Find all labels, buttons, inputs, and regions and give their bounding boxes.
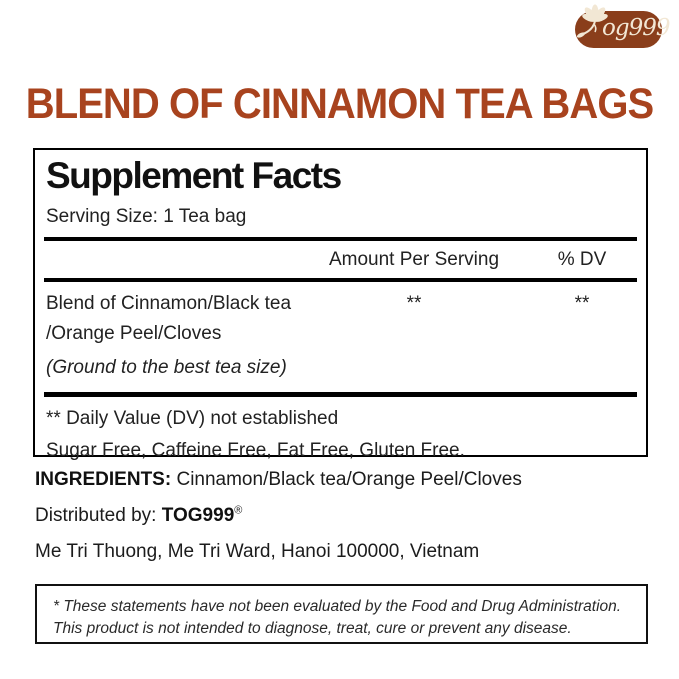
brand-logo-text: og999 [602, 15, 670, 41]
supplement-facts-panel [33, 148, 648, 461]
product-title: BLEND OF CINNAMON TEA BAGS [25, 80, 654, 128]
percent-dv-header: % DV [557, 249, 607, 270]
registered-trademark-icon: ® [234, 504, 243, 517]
ingredient-name-line1: Blend of Cinnamon/Black tea [46, 293, 292, 314]
ingredient-amount-value: ** [406, 293, 422, 314]
disclaimer-line2: This product is not intended to diagnose, treat, cure or prevent any disease. [53, 620, 572, 637]
product-info [35, 468, 645, 564]
ingredients-value: Cinnamon/Black tea/Orange Peel/Cloves [171, 469, 522, 490]
fda-disclaimer-box [35, 584, 648, 644]
ingredient-row [44, 291, 637, 317]
divider [44, 237, 637, 241]
ingredients-label: INGREDIENTS: [35, 469, 172, 490]
brand-logo [575, 11, 670, 48]
ingredient-dv-value: ** [574, 293, 590, 314]
address-line: Me Tri Thuong, Me Tri Ward, Hanoi 100000, Vietnam [35, 541, 480, 562]
ingredients-line [35, 468, 645, 492]
divider [44, 392, 637, 397]
grind-note: (Ground to the best tea size) [46, 357, 287, 378]
distributed-by-label: Distributed by: [35, 505, 162, 526]
brand-name: TOG999 [161, 505, 235, 526]
ingredient-name-line2: /Orange Peel/Cloves [46, 323, 222, 344]
dv-footnote: ** Daily Value (DV) not established [46, 408, 339, 429]
divider [44, 278, 637, 282]
serving-size: Serving Size: 1 Tea bag [46, 206, 247, 227]
disclaimer-line1: * These statements have not been evaluated by the Food and Drug Administration. [53, 598, 622, 615]
supplement-facts-heading: Supplement Facts [46, 155, 341, 196]
facts-table-header [44, 247, 637, 273]
distributor-line [35, 504, 645, 528]
free-claims: Sugar Free, Caffeine Free, Fat Free, Gluten Free. [46, 440, 465, 461]
amount-per-serving-header: Amount Per Serving [328, 249, 500, 270]
